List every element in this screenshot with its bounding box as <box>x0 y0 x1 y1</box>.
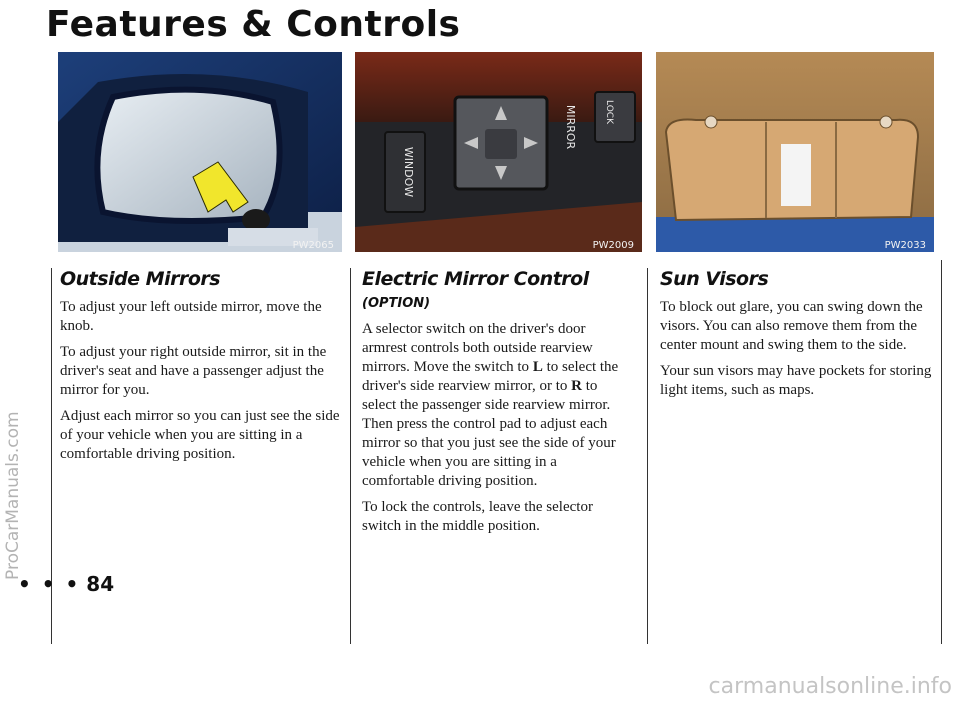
page-dots: • • • <box>18 572 81 596</box>
paragraph: To adjust your right outside mirror, sit in the driver's seat and have a passenger adjust the mirror for you. <box>60 344 327 398</box>
column-divider <box>941 260 942 644</box>
side-watermark-text: ProCarManuals.com <box>3 411 23 580</box>
text-run: A selector switch on the driver's door armrest controls both outside rearview mirrors. Move the switch to <box>362 321 593 375</box>
column-divider <box>647 268 648 644</box>
heading-text: Electric Mirror Control <box>362 268 589 290</box>
page-title: Features & Controls <box>46 4 461 45</box>
heading-option: (OPTION) <box>362 296 431 311</box>
page-number <box>18 572 114 596</box>
side-watermark <box>0 240 26 580</box>
section-heading: Sun Visors <box>660 268 769 290</box>
photo-sun-visor <box>656 52 934 252</box>
photo-outside-mirror <box>58 52 342 252</box>
section-heading <box>362 268 630 312</box>
section-heading: Outside Mirrors <box>60 268 221 290</box>
paragraph: To adjust your left outside mirror, move the knob. <box>60 299 322 334</box>
outside-mirror-illustration <box>58 52 342 252</box>
paragraph: Adjust each mirror so you can just see the side of your vehicle when you are sitting in a comfortable driving position. <box>60 408 340 462</box>
text-run: to select the driver's side rearview mirror, or to <box>362 359 619 394</box>
mirror-label: MIRROR <box>564 104 577 150</box>
photo-mirror-control <box>355 52 642 252</box>
paragraph: To block out glare, you can swing down the visors. You can also remove them from the center mount and swing them to the side. <box>660 299 923 353</box>
window-switch-label: WINDOW <box>402 146 415 198</box>
paragraph <box>362 320 630 491</box>
switch-position-right: R <box>571 378 582 394</box>
text-run: to select the passenger side rearview mirror. Then press the control pad to adjust each mirror so that you just see the side of your vehicle when you are sitting in a comfortable driving position. <box>362 378 616 489</box>
switch-position-left: L <box>532 359 543 375</box>
page-number-value: 84 <box>86 572 115 596</box>
photo-code: PW2033 <box>884 240 926 251</box>
paragraph: Your sun visors may have pockets for storing light items, such as maps. <box>660 363 932 398</box>
photo-code: PW2009 <box>592 240 634 251</box>
section-outside-mirrors <box>60 268 345 471</box>
paragraph: To lock the controls, leave the selector switch in the middle position. <box>362 499 593 534</box>
section-sun-visors <box>660 268 932 407</box>
sun-visor-illustration <box>656 52 934 252</box>
bottom-watermark: carmanualsonline.info <box>708 674 952 699</box>
photo-code: PW2065 <box>292 240 334 251</box>
lock-label: LOCK <box>604 100 614 124</box>
column-divider <box>350 268 351 644</box>
section-electric-mirror-control <box>362 268 630 543</box>
mirror-control-illustration <box>355 52 642 252</box>
